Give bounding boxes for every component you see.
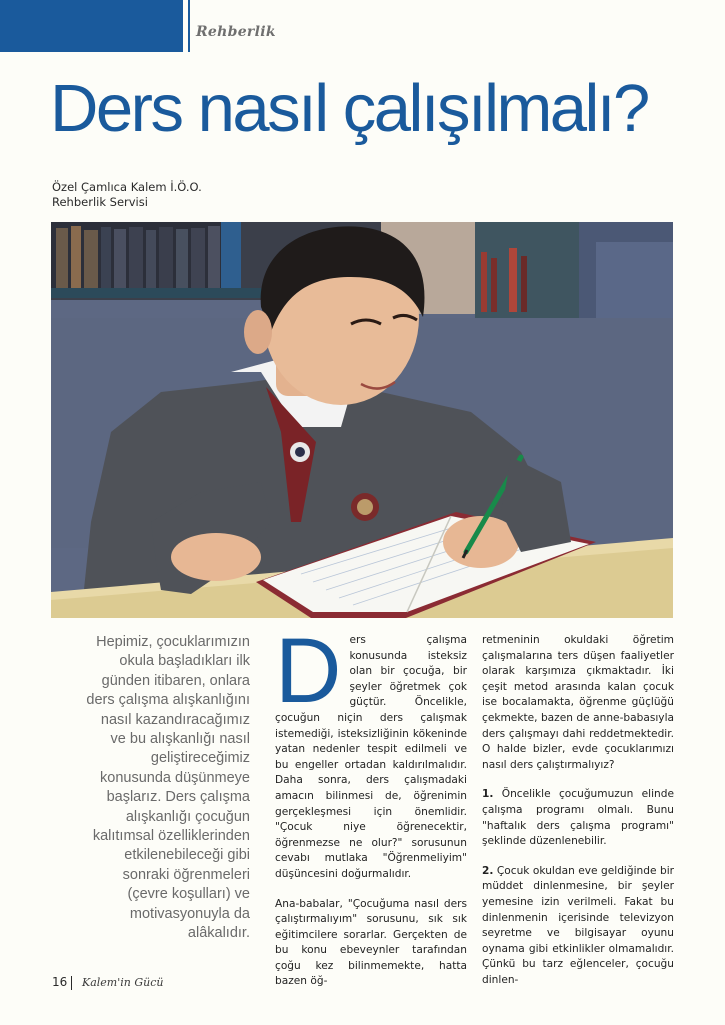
drop-cap: D — [275, 620, 342, 722]
body-paragraph — [482, 864, 674, 989]
list-number: 1. — [482, 788, 494, 801]
photo-boy-writing — [51, 222, 673, 618]
byline-department: Rehberlik Servisi — [52, 195, 148, 209]
body-paragraph — [482, 787, 674, 849]
body-paragraph: Ana-babalar, "Çocuğuma nasıl ders çalıştırmalıyım" sorusunu, sık sık eğitimcilere sorarlar. Gerçekten de bu konu ebeveynler tarafından çoğu kez bilinmemekte, hatta bazen öğ- — [275, 897, 467, 988]
body-column-1 — [275, 620, 467, 1004]
page-number: 16 — [52, 975, 68, 989]
byline-school: Özel Çamlıca Kalem İ.Ö.O. — [52, 180, 202, 194]
header-color-bar — [0, 0, 183, 52]
list-number: 2. — [482, 864, 494, 877]
body-text: ers çalışma konusunda isteksiz olan bir çocuğa, bir şeyler öğretmek çok güçtür. Öncelikle, çocuğun niçin ders çalışmak istemediği, isteksizliğinin kökeninde yatan nedenler tespit edilmeli ve bu engeller ortadan kaldırılmalıdır. Daha sonra, ders çalışmadaki amacın bilinmesi de, öğrenimin gerçekleşmesi için önemlidir. "Çocuk niye öğrenecektir, öğrenmezse ne olur?" sorusunun cevabı mutlaka "Öğrenmeliyim" düşüncesini doğurmalıdır. — [275, 634, 467, 880]
magazine-name: Kalem'in Gücü — [82, 976, 164, 989]
header-divider — [188, 0, 190, 52]
article-photo — [51, 222, 673, 618]
byline — [52, 180, 202, 210]
lead-paragraph: Hepimiz, çocuklarımızın okula başladıkları ilk günden itibaren, onlara ders çalışma alışkanlığını nasıl kazandıracağımız ve bu alışkanlığı nasıl geliştireceğimiz konusunda düşünmeye başlarız. Ders çalışma alışkanlığı çocuğun kalıtımsal özelliklerinden etkilenebileceği gibi sonraki öğrenmeleri (çevre koşulları) ve motivasyonuyla da alâkalıdır. — [86, 634, 250, 942]
body-text: Çocuk okuldan eve geldiğinde bir müddet dinlenmesine, bir şeyler yemesine izin verilmeli. Fakat bu dinlenmenin içerisinde televizyon seyretme ve bilgisayar oyunu oynama gibi etkinlikler olmamalıdır. Çünkü bu tarz eğlenceler, çocuğu dinlen- — [482, 864, 674, 986]
footer-divider — [71, 976, 72, 990]
section-label: Rehberlik — [196, 24, 276, 40]
body-column-2 — [482, 633, 674, 1002]
body-paragraph: retmeninin okuldaki öğretim çalışmalarına ters düşen faaliyetler olarak karşımıza çıkmaktadır. İki çeşit metod arasında kalan çocuk ise bocalamakta, öğrenme güçlüğü çekmekte, bazen de anne-babasıyla ders çalışmayı dahi reddetmektedir. O halde bizler, evde çocuklarımızı nasıl ders çalıştırmalıyız? — [482, 634, 674, 771]
body-text: Öncelikle çocuğumuzun elinde çalışma programı olmalı. Bunu "haftalık ders çalışma programı" şeklinde düzenlenebilir. — [482, 788, 674, 848]
article-title: Ders nasıl çalışılmalı? — [50, 71, 648, 146]
body-paragraph — [275, 620, 467, 883]
